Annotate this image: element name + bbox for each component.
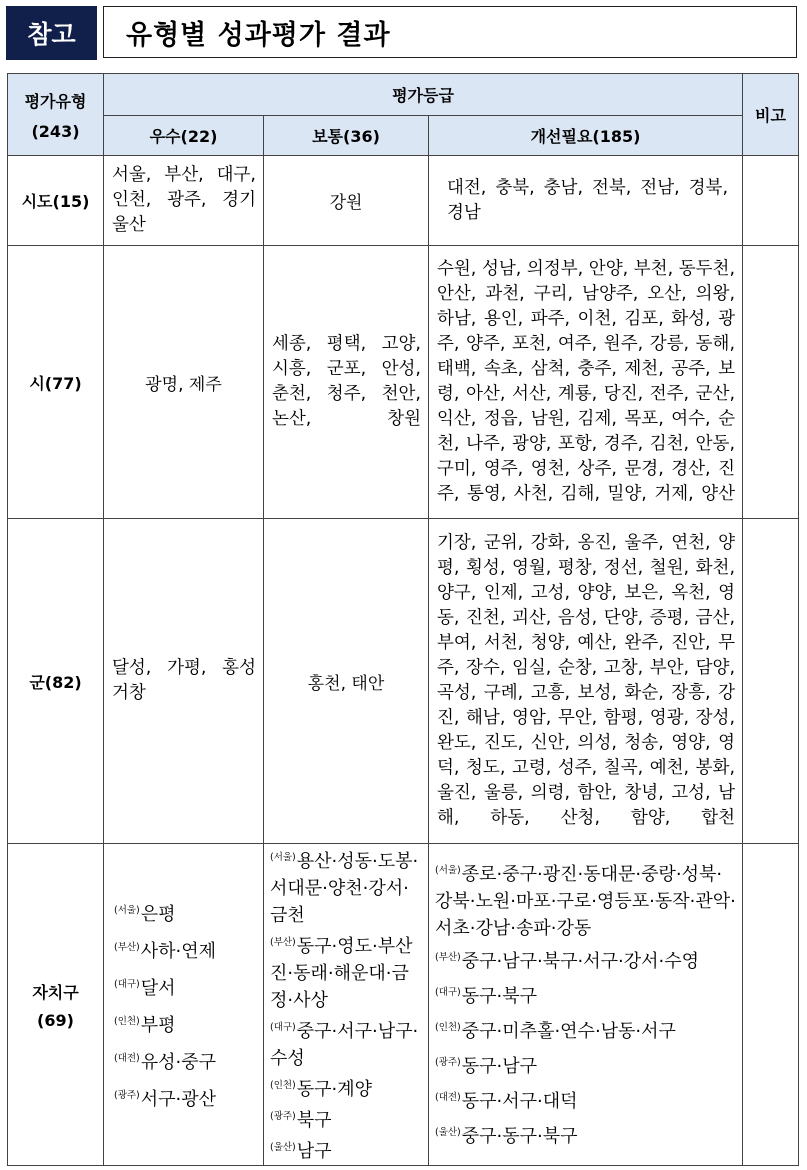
district-names: 은평 [140, 903, 176, 925]
region-tag: (인천) [270, 1080, 296, 1091]
table-row [8, 519, 799, 844]
list-item [114, 894, 263, 931]
district-names: 중구·미추홀·연수·남동·서구 [461, 1021, 676, 1042]
list-item [270, 929, 424, 1014]
district-names: 동구·서구·대덕 [461, 1091, 578, 1112]
list-item [435, 1082, 738, 1117]
normal-header: 보통(36) [264, 116, 429, 156]
improve-cell: 대전, 충북, 충남, 전북, 전남, 경북, 경남 [429, 156, 743, 246]
region-tag: (광주) [435, 1057, 461, 1068]
list-item [270, 1072, 424, 1103]
remark-cell [743, 156, 799, 246]
improve-cell: 기장, 군위, 강화, 옹진, 울주, 연천, 양평, 횡성, 영월, 평창, 정선, 철원, 화천, 양구, 인제, 고성, 양양, 보은, 옥천, 영동, 진천, 괴산, 음성, 단양, 증평, 금산, 부여, 서천, 청양, 예산, 완주, 진안, 무주, 장수, 임실, 순창, 고창, 부안, 담양, 곡성, 구례, 고흥, 보성, 화순, 장흥, 강진, 해남, 영암, 무안, 함평, 영광, 장성, 완도, 진도, 신안, 의성, 청송, 영양, 영덕, 청도, 고령, 성주, 칠곡, 예천, 봉화, 울진, 울릉, 의령, 함안, 창녕, 고성, 남해, 하동, 산청, 함양, 합천 [429, 519, 743, 844]
region-tag: (인천) [435, 1022, 461, 1033]
table-row [8, 844, 799, 1166]
district-names: 종로·중구·광진·동대문·중랑·성북·강북·노원·마포·구로·영등포·동작·관악·서초·강남·송파·강동 [435, 864, 736, 939]
reference-badge: 참고 [6, 6, 97, 60]
region-tag: (광주) [114, 1089, 140, 1101]
evaluation-table [7, 73, 799, 1166]
district-names: 중구·서구·남구·수성 [270, 1021, 419, 1069]
normal-cell [264, 844, 429, 1166]
region-tag: (대구) [114, 978, 140, 990]
region-tag: (대구) [270, 1022, 296, 1033]
region-tag: (부산) [114, 941, 140, 953]
list-item [114, 1042, 263, 1079]
list-item [270, 1103, 424, 1134]
excellent-cell [104, 844, 264, 1166]
region-tag: (울산) [270, 1142, 296, 1153]
remark-header: 비고 [743, 74, 799, 156]
table-row [8, 246, 799, 519]
district-names: 달서 [140, 977, 176, 999]
normal-cell: 세종, 평택, 고양, 시흥, 군포, 안성, 춘천, 청주, 천안, 논산, 창원 [264, 246, 429, 519]
normal-cell: 홍천, 태안 [264, 519, 429, 844]
region-tag: (울산) [435, 1127, 461, 1138]
region-tag: (서울) [435, 865, 461, 876]
improve-header: 개선필요(185) [429, 116, 743, 156]
region-tag: (부산) [270, 937, 296, 948]
district-names: 용산·성동·도봉·서대문·양천·강서·금천 [270, 851, 419, 926]
row-label-count: (69) [37, 1010, 74, 1030]
list-item [114, 1079, 263, 1116]
district-names: 북구 [296, 1110, 332, 1131]
region-tag: (인천) [114, 1015, 140, 1027]
row-label: 시(77) [8, 246, 104, 519]
list-item [270, 1014, 424, 1072]
region-tag: (부산) [435, 952, 461, 963]
normal-cell: 강원 [264, 156, 429, 246]
row-label-text: 자치구 [32, 982, 79, 1002]
district-names: 서구·광산 [140, 1088, 217, 1110]
row-label: 군(82) [8, 519, 104, 844]
list-item [435, 1117, 738, 1152]
district-names: 동구·영도·부산진·동래·해운대·금정·사상 [270, 936, 413, 1011]
district-names: 동구·계양 [296, 1079, 373, 1100]
region-tag: (대전) [435, 1092, 461, 1103]
district-names: 사하·연제 [140, 940, 217, 962]
excellent-header: 우수(22) [104, 116, 264, 156]
region-tag: (서울) [114, 904, 140, 916]
remark-cell [743, 519, 799, 844]
district-names: 중구·동구·북구 [461, 1126, 578, 1147]
district-names: 부평 [140, 1014, 176, 1036]
improve-cell: 수원, 성남, 의정부, 안양, 부천, 동두천, 안산, 과천, 구리, 남양주, 오산, 의왕, 하남, 용인, 파주, 이천, 김포, 화성, 광주, 양주, 포천, 여주, 원주, 강릉, 동해, 태백, 속초, 삼척, 충주, 제천, 공주, 보령, 아산, 서산, 계룡, 당진, 전주, 군산, 익산, 정읍, 남원, 김제, 목포, 여수, 순천, 나주, 광양, 포항, 경주, 김천, 안동, 구미, 영주, 영천, 상주, 문경, 경산, 진주, 통영, 사천, 김해, 밀양, 거제, 양산 [429, 246, 743, 519]
page-title: 유형별 성과평가 결과 [103, 6, 797, 58]
grade-header: 평가등급 [104, 74, 743, 116]
region-tag: (광주) [270, 1111, 296, 1122]
list-item [435, 1012, 738, 1047]
list-item [435, 977, 738, 1012]
district-names: 동구·남구 [461, 1056, 538, 1077]
district-names: 동구·북구 [461, 986, 538, 1007]
list-item [435, 942, 738, 977]
table-row [8, 156, 799, 246]
type-header-label: 평가유형 [24, 91, 87, 111]
region-tag: (서울) [270, 852, 296, 863]
district-names: 유성·중구 [140, 1051, 217, 1073]
list-item [270, 1134, 424, 1165]
district-names: 중구·남구·북구·서구·강서·수영 [461, 951, 700, 972]
remark-cell [743, 844, 799, 1166]
excellent-cell: 서울, 부산, 대구, 인천, 광주, 경기 울산 [104, 156, 264, 246]
district-names: 남구 [296, 1141, 332, 1162]
list-item [114, 931, 263, 968]
type-header [8, 74, 104, 156]
excellent-cell: 달성, 가평, 홍성 거창 [104, 519, 264, 844]
list-item [114, 1005, 263, 1042]
region-tag: (대전) [114, 1052, 140, 1064]
improve-cell [429, 844, 743, 1166]
list-item [435, 857, 738, 942]
region-tag: (대구) [435, 987, 461, 998]
list-item [270, 844, 424, 929]
list-item [435, 1047, 738, 1082]
excellent-cell: 광명, 제주 [104, 246, 264, 519]
type-header-total: (243) [31, 121, 80, 141]
row-label [8, 844, 104, 1166]
row-label: 시도(15) [8, 156, 104, 246]
remark-cell [743, 246, 799, 519]
list-item [114, 968, 263, 1005]
